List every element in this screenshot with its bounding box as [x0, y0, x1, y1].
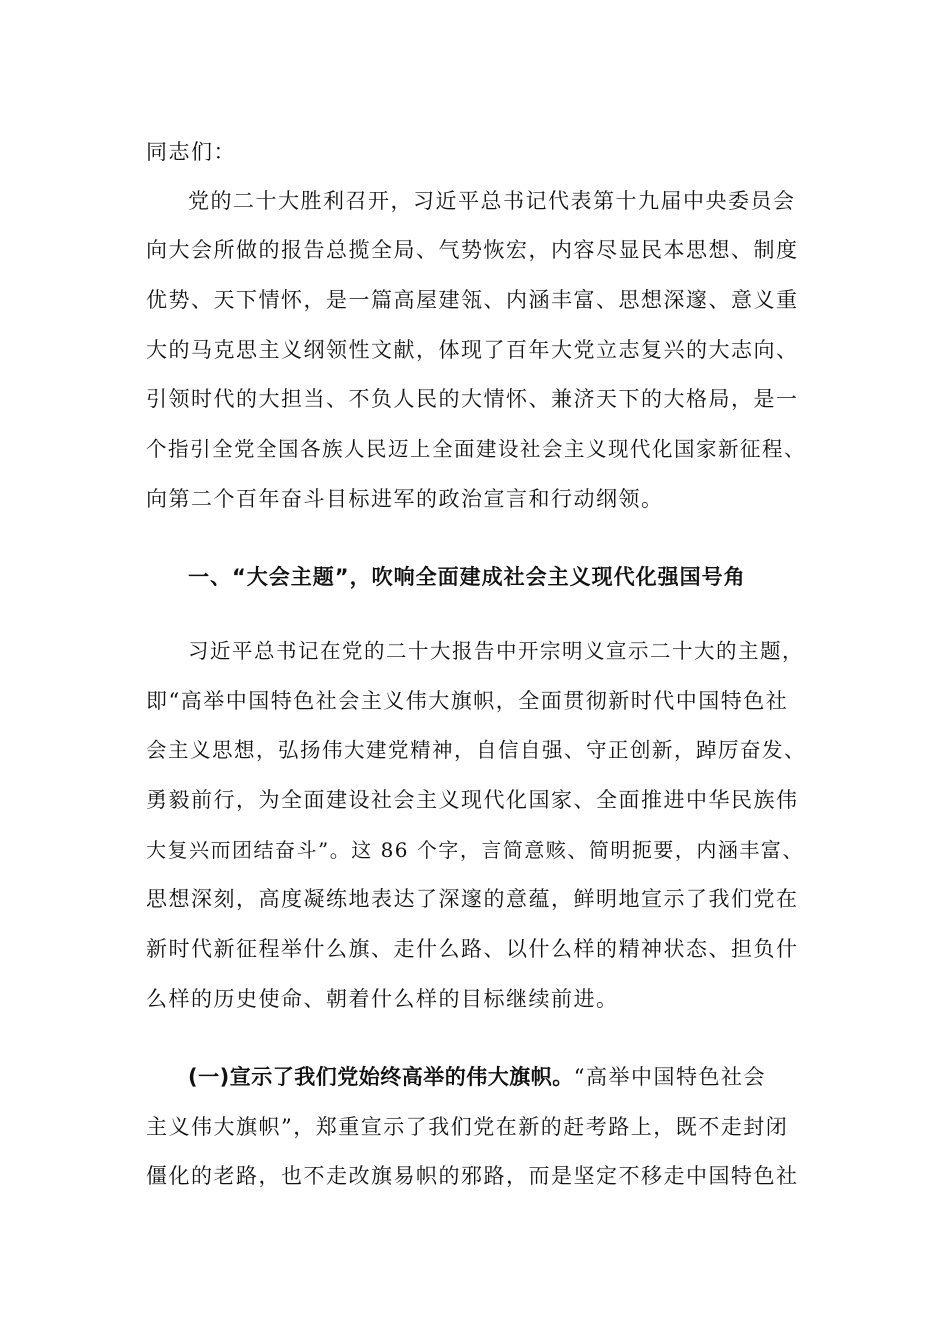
intro-line: 大的马克思主义纲领性文献，体现了百年大党立志复兴的大志向、: [146, 338, 799, 362]
section-paragraph-line: 思想深刻，高度凝练地表达了深邃的意蕴，鲜明地宣示了我们党在: [146, 887, 799, 911]
intro-line: 优势、天下情怀，是一篇高屋建瓴、内涵丰富、思想深邃、意义重: [146, 288, 799, 312]
subsection-bold-lead: (一)宣示了我们党始终高举的伟大旗帜。: [188, 1065, 574, 1089]
section-heading: 一、“大会主题”，吹响全面建成社会主义现代化强国号角: [188, 565, 746, 589]
subsection-line: 僵化的老路，也不走改旗易帜的邪路，而是坚定不移走中国特色社: [146, 1164, 799, 1188]
intro-line: 引领时代的大担当、不负人民的大情怀、兼济天下的大格局，是一: [146, 387, 799, 411]
intro-line: 向第二个百年奋斗目标进军的政治宣言和行动纲领。: [146, 487, 664, 511]
section-paragraph-line: 勇毅前行，为全面建设社会主义现代化国家、全面推进中华民族伟: [146, 788, 799, 812]
section-paragraph-line: 么样的历史使命、朝着什么样的目标继续前进。: [146, 987, 619, 1011]
subsection-line: 主义伟大旗帜”，郑重宣示了我们党在新的赶考路上，既不走封闭: [146, 1115, 789, 1139]
section-paragraph-line: 即“高举中国特色社会主义伟大旗帜，全面贯彻新时代中国特色社: [146, 689, 789, 713]
intro-line: 个指引全党全国各族人民迈上全面建设社会主义现代化国家新征程、: [146, 437, 806, 461]
intro-line: 向大会所做的报告总揽全局、气势恢宏，内容尽显民本思想、制度: [146, 238, 799, 262]
subsection-first-line: [188, 1062, 766, 1092]
subsection-lead-rest: “高举中国特色社会: [573, 1065, 766, 1089]
section-paragraph-line: 大复兴而团结奋斗”。这 86 个字，言简意赅、简明扼要，内涵丰富、: [146, 838, 804, 862]
section-paragraph-line: 习近平总书记在党的二十大报告中开宗明义宣示二十大的主题，: [188, 639, 804, 663]
intro-line: 党的二十大胜利召开，习近平总书记代表第十九届中央委员会: [188, 189, 796, 213]
section-paragraph-line: 新时代新征程举什么旗、走什么路、以什么样的精神状态、担负什: [146, 937, 799, 961]
section-paragraph-line: 会主义思想，弘扬伟大建党精神，自信自强、守正创新，踔厉奋发、: [146, 738, 806, 762]
salutation: 同志们：: [146, 140, 236, 164]
